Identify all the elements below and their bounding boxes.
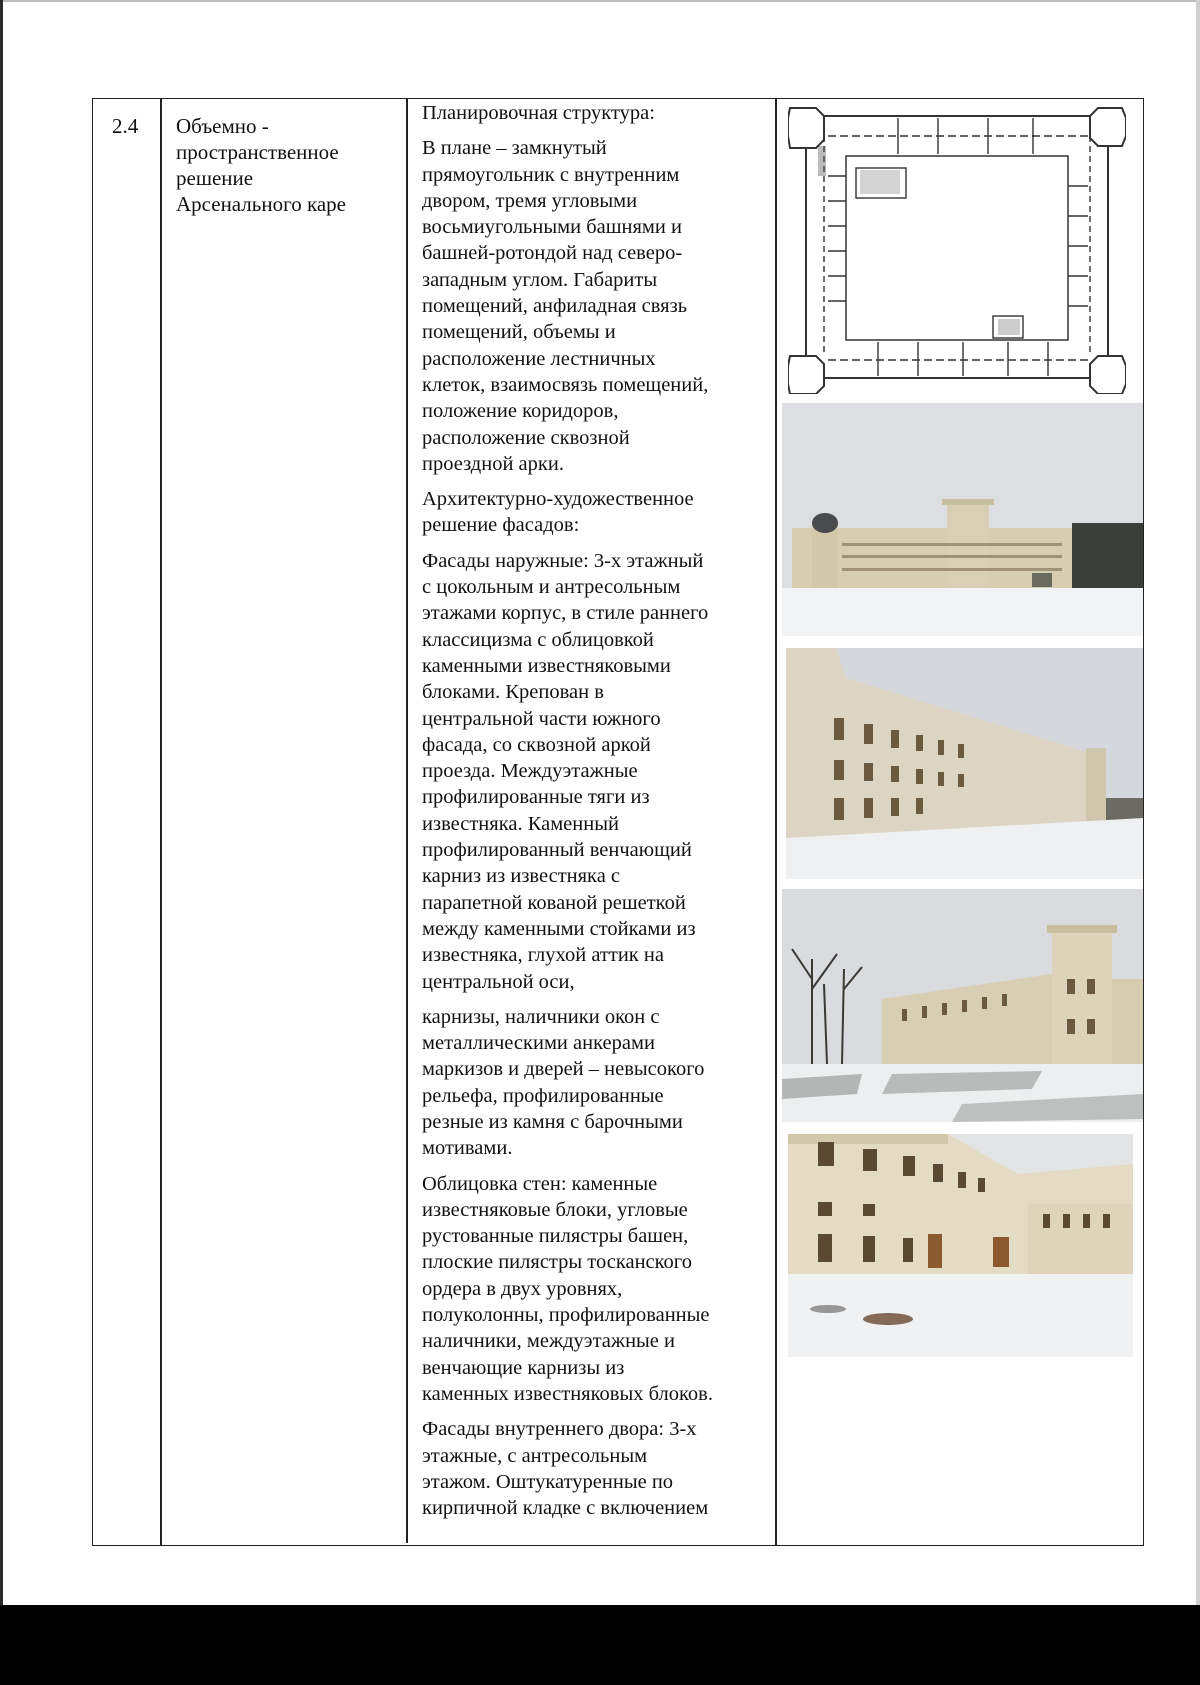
scan-edge-top [0,0,1200,2]
description-paragraph: Архитектурно-художественное решение фасадов: [422,488,694,537]
description-paragraph: Фасады внутреннего двора: 3-х этажные, с антресольным этажом. Оштукатуренные по кирпичной кладке с включением [422,1418,709,1520]
row-title [176,113,396,217]
description-paragraph: Планировочная структура: [422,102,655,124]
column-divider [775,98,777,1546]
row-title-line: решение [176,166,254,190]
palace-photo [782,403,1143,636]
row-title-line: пространственное [176,140,339,164]
description-paragraph: Фасады наружные: 3-х этажный с цокольным и антресольным этажами корпус, в стиле раннего классицизма с облицовкой каменными известняковыми блоками. Крепован в центральной части южного фасада, со сквозной аркой проезда. Междуэтажные профилированные тяги из известняка. Каменный профилированный венчающий карниз из известняка с парапетной кованой решеткой между каменными стойками из известняка, глухой аттик на центральной оси, [422,549,709,993]
row-title-line: Объемно - [176,114,269,138]
description-paragraph: Облицовка стен: каменные известняковые блоки, угловые рустованные пилястры башен, плоские пилястры тосканского ордера в двух уровнях, полуколонны, профилированные наличники, междуэтажные и венчающие карнизы из каменных известняковых блоков. [422,1172,713,1405]
column-divider [406,98,408,1543]
scan-edge-left [0,0,3,1685]
inner-courtyard-photo [788,1134,1133,1357]
column-divider [160,98,162,1546]
description-paragraph: В плане – замкнутый прямоугольник с внутренним двором, тремя угловыми восьмиугольными башнями и башней-ротондой над северо- западным углом. Габариты помещений, анфиладная связь помещений, объемы и расположение лестничных клеток, взаимосвязь помещений, положение коридоров, расположение сквозной проездной арки. [422,137,709,475]
description-paragraph: карнизы, наличники окон с металлическими анкерами маркизов и дверей – невысокого рельефа, профилированные резные из камня с барочными мотивами. [422,1005,705,1160]
row-number: 2.4 [112,114,139,138]
description-cell [422,100,762,1530]
facade-photo [786,648,1143,879]
courtyard-approach-photo [782,889,1143,1122]
floor-plan-image [788,106,1126,394]
scan-edge-right [1196,0,1200,1685]
scan-bottom-band [0,1605,1200,1685]
row-title-line: Арсенального каре [176,192,346,216]
